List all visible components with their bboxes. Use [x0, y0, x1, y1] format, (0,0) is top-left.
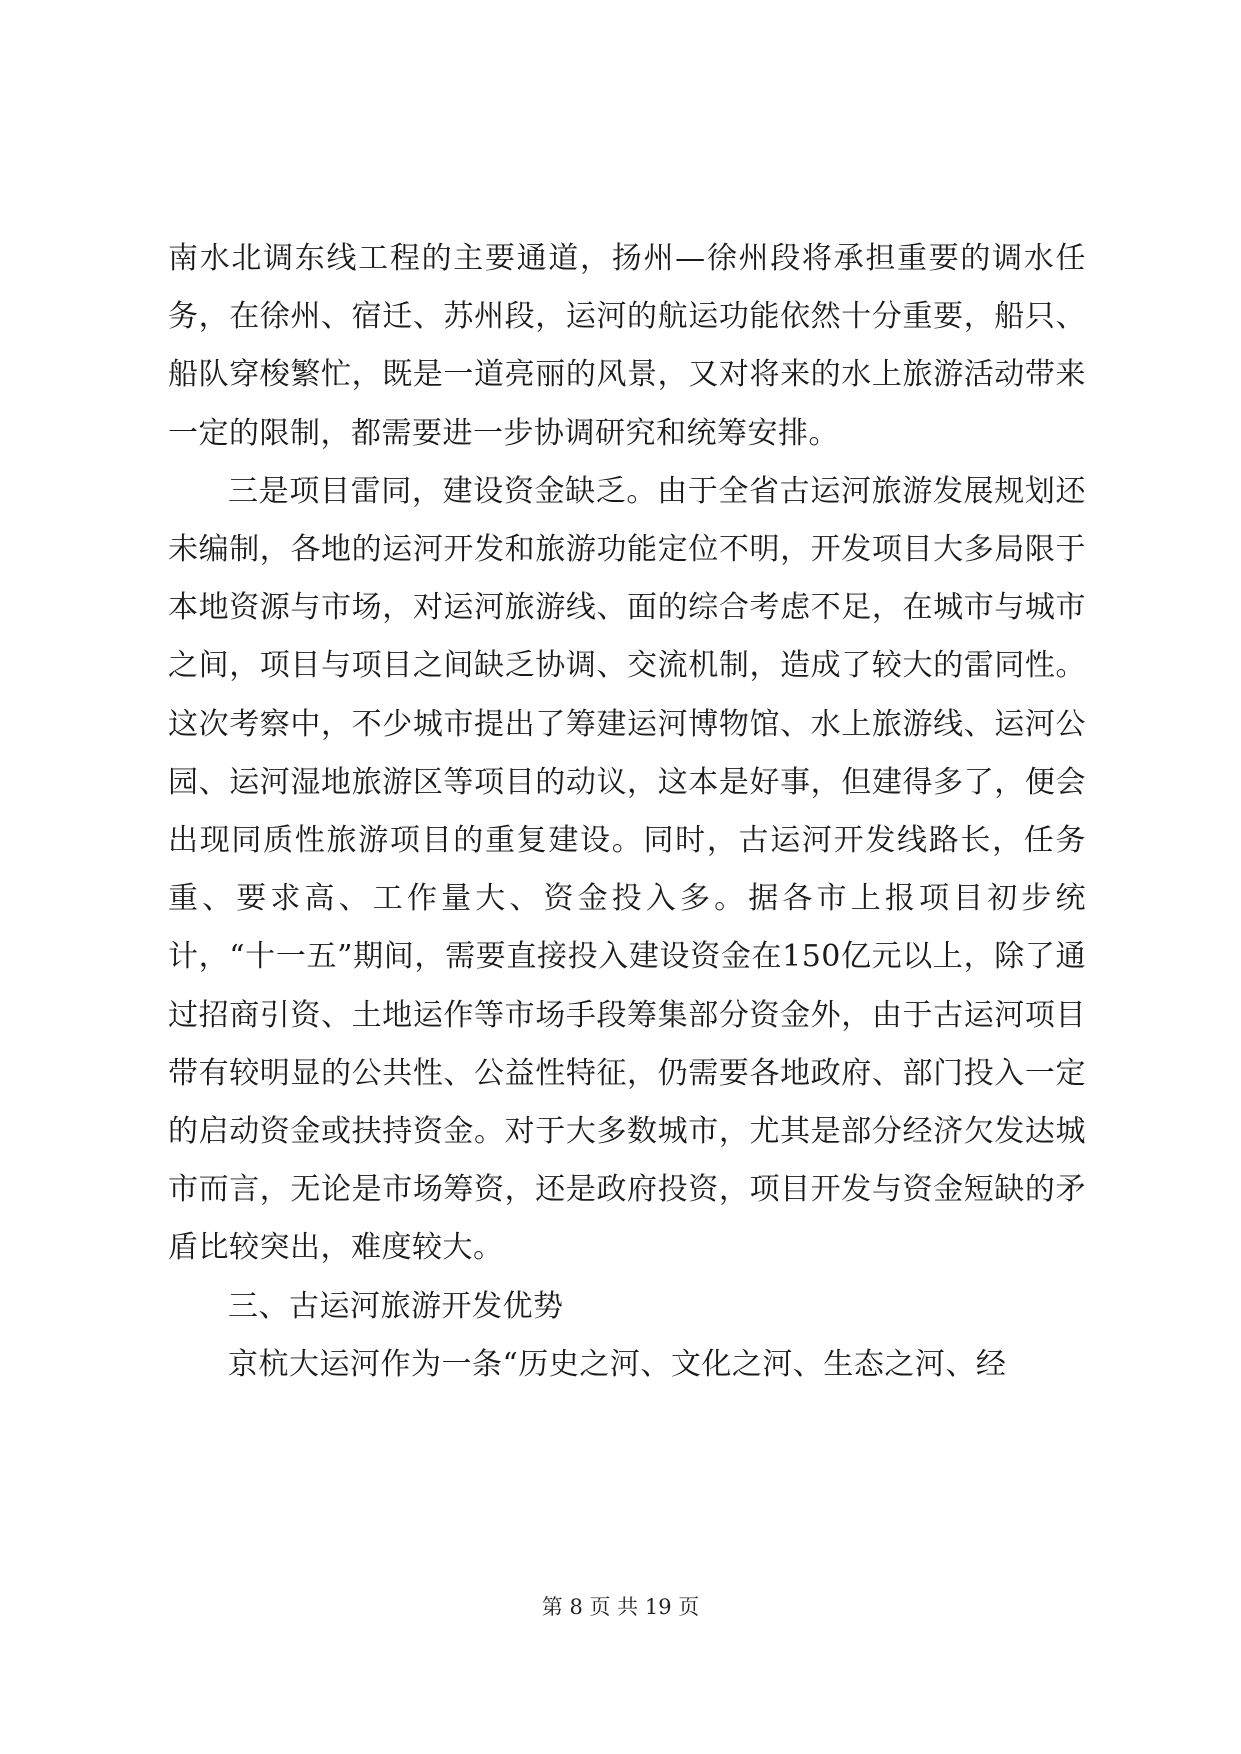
- paragraph-grand-canal-intro: 京杭大运河作为一条“历史之河、文化之河、生态之河、经: [228, 1346, 1007, 1382]
- page-number-label: 第 8 页 共 19 页: [541, 1595, 700, 1619]
- document-body: [168, 230, 1086, 1394]
- paragraph-project-funding: 三是项目雷同，建设资金缺乏。由于全省古运河旅游发展规划还未编制，各地的运河开发和旅游功能定位不明，开发项目大多局限于本地资源与市场，对运河旅游线、面的综合考虑不足，在城市与城市之间，项目与项目之间缺乏协调、交流机制，造成了较大的雷同性。这次考察中，不少城市提出了筹建运河博物馆、水上旅游线、运河公园、运河湿地旅游区等项目的动议，这本是好事，但建得多了，便会出现同质性旅游项目的重复建设。同时，古运河开发线路长，任务重、要求高、工作量大、资金投入多。据各市上报项目初步统计，“十一五”期间，需要直接投入建设资金在150亿元以上，除了通过招商引资、土地运作等市场手段筹集部分资金外，由于古运河项目带有较明显的公共性、公益性特征，仍需要各地政府、部门投入一定的启动资金或扶持资金。对于大多数城市，尤其是部分经济欠发达城市而言，无论是市场筹资，还是政府投资，项目开发与资金短缺的矛盾比较突出，难度较大。: [168, 473, 1086, 1266]
- paragraph-continuation: 南水北调东线工程的主要通道，扬州—徐州段将承担重要的调水任务，在徐州、宿迁、苏州段，运河的航运功能依然十分重要，船只、船队穿梭繁忙，既是一道亮丽的风景，又对将来的水上旅游活动带来一定的限制，都需要进一步协调研究和统筹安排。: [168, 241, 1086, 451]
- page-footer: [0, 1592, 1241, 1622]
- section-heading-advantages: 三、古运河旅游开发优势: [228, 1288, 564, 1324]
